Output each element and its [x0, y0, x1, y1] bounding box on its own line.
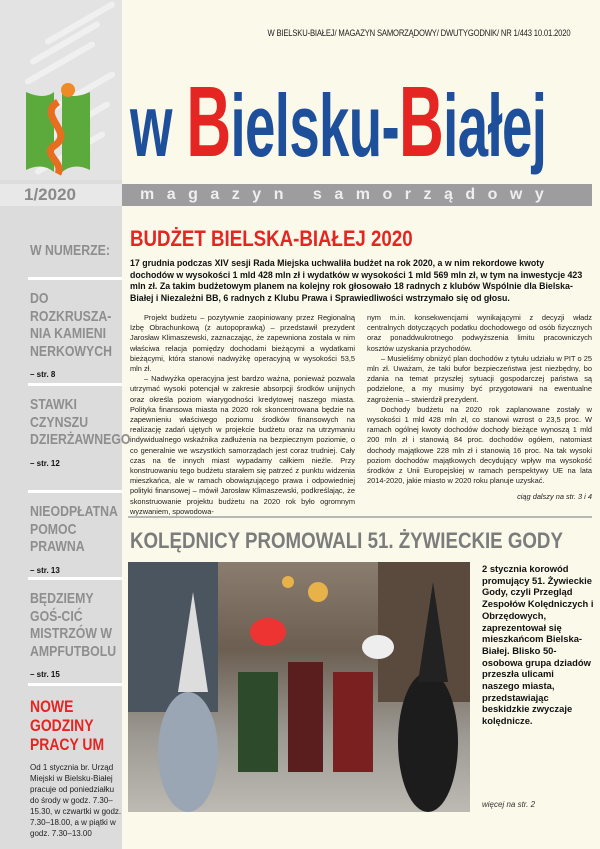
- divider: [28, 683, 122, 686]
- item-page: – str. 15: [30, 670, 60, 679]
- notice-text: Od 1 stycznia br. Urząd Miejski w Bielsku-Białej pracuje od poniedziałku do środy w godz. 7.30–15.30, w czwartki w godz. 7.30–18.00, a w piątki w godz. 7.30–13.00: [30, 763, 122, 838]
- sidebar-item[interactable]: [30, 290, 120, 379]
- notice: [30, 697, 122, 839]
- continued-link[interactable]: więcej na str. 2: [482, 800, 536, 809]
- parade-photo: [128, 562, 470, 812]
- paragraph: Projekt budżetu – pozytywnie zaopiniowany przez Regionalną Izbę Obrachunkową (z autopoprawką) – przedstawił prezydent Jarosław Klimaszewski, zaznaczając, że zapewniona została w nim właściwa relacja pomiędzy dochodami bieżącymi a wydatkami bieżącymi, która stanowi nadwyżkę operacyjną w wysokości 53,5 mln zł.: [130, 313, 355, 374]
- divider: [128, 516, 592, 518]
- article-title: KOLĘDNICY PROMOWALI 51. ŻYWIECKIE GODY: [130, 528, 563, 553]
- article-title: BUDŻET BIELSKA-BIAŁEJ 2020: [130, 226, 413, 251]
- sidebar-item[interactable]: [30, 590, 116, 679]
- item-page: – str. 13: [30, 565, 60, 575]
- divider: [28, 383, 122, 386]
- masthead-part: w: [130, 76, 187, 175]
- masthead-part: iałej: [443, 76, 547, 175]
- item-page: – str. 12: [30, 458, 60, 468]
- masthead-part: B: [186, 66, 231, 178]
- masthead-part: ielsku-: [230, 76, 400, 175]
- divider: [28, 277, 122, 280]
- sidebar-heading: W NUMERZE:: [30, 242, 110, 259]
- issue-number: 1/2020: [0, 184, 122, 206]
- item-title: STAWKI CZYNSZU DZIERŻAWNEGO: [30, 396, 131, 448]
- paragraph: nym m.in. konsekwencjami wynikającymi z decyzji władz centralnych dotyczących podatku dochodowego od osób fizycznych oraz ponaddwukrotnego podwyższenia limitu pracowniczych kosztów uzyskania przychodów.: [367, 313, 592, 353]
- masthead: [130, 66, 547, 178]
- sidebar-item[interactable]: [30, 503, 116, 575]
- item-title: BĘDZIEMY GOŚ-CIĆ MISTRZÓW W AMPFUTBOLU: [30, 590, 117, 660]
- divider: [28, 490, 122, 493]
- notice-title: NOWE GODZINY PRACY UM: [30, 697, 105, 754]
- divider: [28, 577, 122, 580]
- photo-caption: 2 stycznia korowód promujący 51. Żywieckie Gody, czyli Przegląd Zespołów Kolędniczych i Obrzędowych, zaprezentował się mieszkańcom Bielska-Białej. Blisko 50-osobowa grupa dziadów przeszła ulicami naszego miasta, przedstawiając beskidzkie zwyczaje kolędnicze.: [482, 563, 594, 727]
- city-logo: [24, 82, 92, 178]
- item-title: DO ROZKRUSZA-NIA KAMIENI NERKOWYCH: [30, 290, 112, 360]
- paragraph: – Musieliśmy obniżyć plan dochodów z tytułu udziału w PIT o 25 mln zł. Uważam, że taki bufor bezpieczeństwa jest niezbędny, bo zdania na temat przyszłej sytuacji gospodarczej państwa są podzielone, a my musimy być przygotowani na ewentualne zagrożenia – stwierdził prezydent.: [367, 353, 592, 404]
- article-lead: 17 grudnia podczas XIV sesji Rada Miejska uchwaliła budżet na rok 2020, a w nim rekordowe kwoty dochodów w wysokości 1 mld 428 mln zł i wydatków w wysokości 1 mld 569 mln zł, w tym na inwestycje 423 mln zł. Za takim budżetowym planem na kolejny rok głosowało 18 radnych z klubów Wspólnie dla Bielska-Białej i Niezależni BB, 6 radnych z Klubu Prawa i Sprawiedliwości wstrzymało się od głosu.: [130, 258, 583, 303]
- tagline: magazyn samorządowy: [122, 184, 592, 206]
- item-page: – str. 8: [30, 370, 56, 379]
- masthead-part: B: [399, 66, 444, 178]
- sidebar-item[interactable]: [30, 396, 131, 468]
- item-title: NIEODPŁATNA POMOC PRAWNA: [30, 503, 118, 555]
- sidebar-title: [30, 242, 116, 260]
- article-body: [130, 313, 592, 517]
- paragraph: – Nadwyżka operacyjna jest bardzo ważna, ponieważ pozwala utrzymać wysoki potencjał w zakresie absorpcji środków unijnych oraz określa poziom wiarygodności kredytowej naszego miasta. Polityka finansowa miasta na 2020 rok skoncentrowana będzie na zapewnieniu właściwego poziomu środków finansowych na realizację zadań ujętych w projekcie budżetu oraz na utrzymaniu indywidualnego wskaźnika zadłużenia na bezpiecznym poziomie, o co generalnie we wszystkich samorządach jest coraz trudniej. Cały czas na tle innych miast wypadamy całkiem nieźle. Przy konstruowaniu tego budżetu starałem się patrzeć z punktu widzenia mieszkańca, ale w ramach obowiązującego prawa i odpowiedniej polityki finansowej – mówił Jarosław Klimaszewski, podkreślając, że skonstruowanie projektu budżetu na 2020 rok było ogromnym wyzwaniem, spowodowa-: [130, 374, 355, 516]
- paragraph: Dochody budżetu na 2020 rok zaplanowane zostały w wysokości 1 mld 428 mln zł, co stanowi wzrost o 23,5 proc. W ramach ogólnej kwoty dochodów dochody bieżące wynoszą 1 mld 200 mln zł i stanowią 84 proc. dochodów ogółem, natomiast dochody majątkowe 228 mln zł i stanowią 16 proc. Na tak wysoki poziom dochodów majątkowych decydujący wpływ ma wysokość środków z Unii Europejskiej w ramach perspektywy UE na lata 2014-2020, jakie miasto w 2020 roku planuje uzyskać.: [367, 404, 592, 486]
- continued-link[interactable]: ciąg dalszy na str. 3 i 4: [517, 492, 592, 502]
- issue-meta: W BIELSKU-BIAŁEJ/ MAGAZYN SAMORZĄDOWY/ DWUTYGODNIK/ NR 1/443 10.01.2020: [267, 28, 570, 38]
